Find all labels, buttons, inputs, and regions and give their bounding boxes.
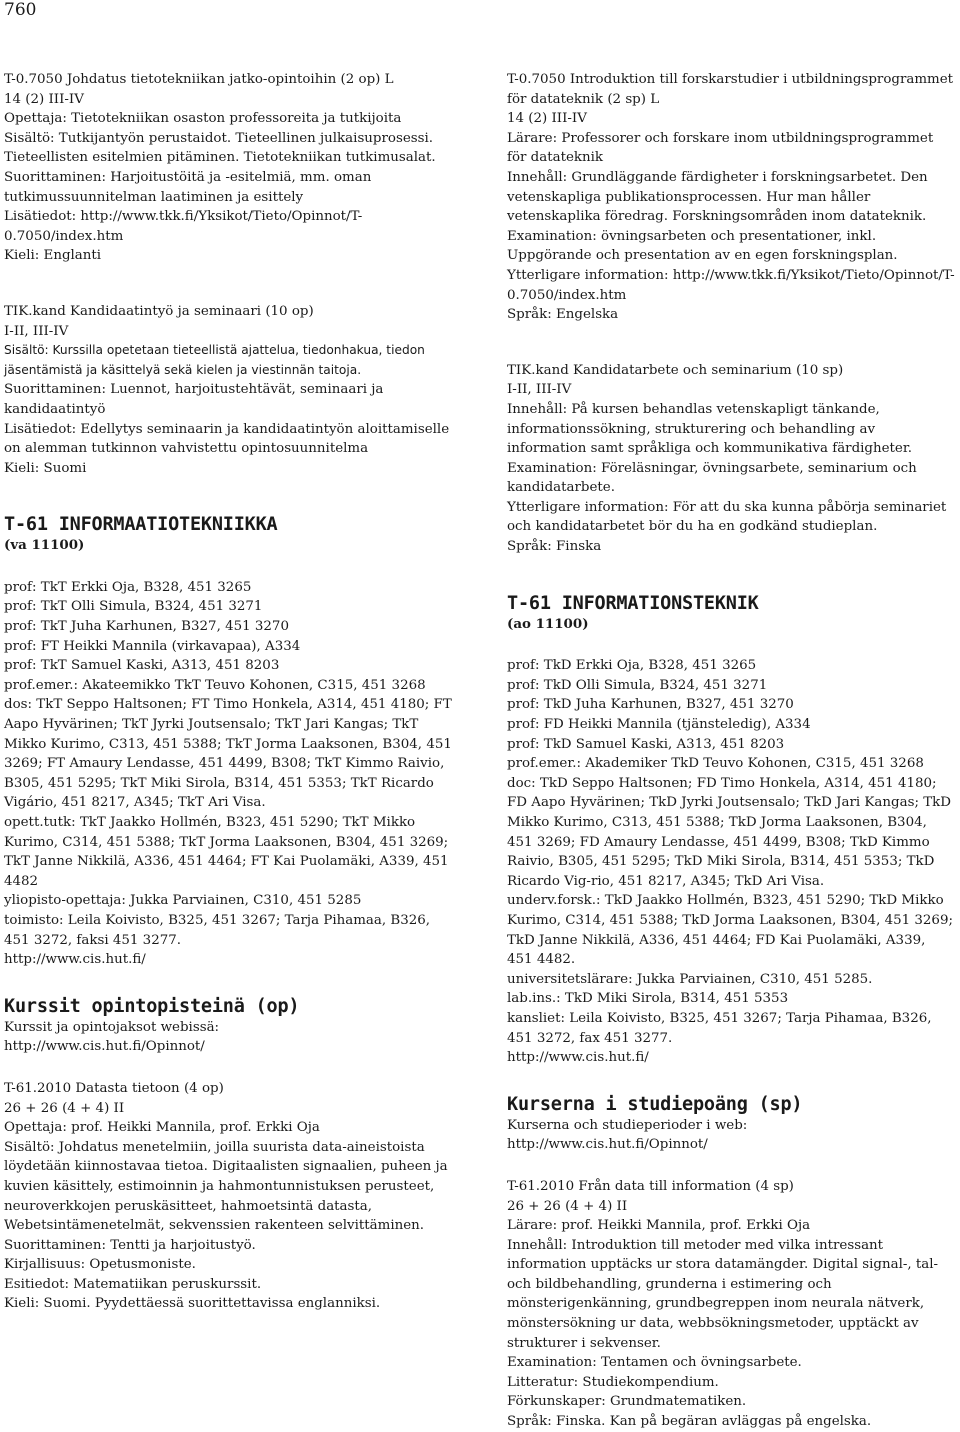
course-credits: (2 sp) L <box>607 91 660 107</box>
course-line: Suorittaminen: Harjoitustöitä ja -esitelmiä, mm. oman tutkimussuunnitelman laatiminen ja esittely <box>4 169 372 205</box>
course-credits: (4 sp) <box>755 1178 794 1194</box>
staff-line: prof: TkD Juha Karhunen, B327, 451 3270 <box>507 697 794 713</box>
staff-line: underv.forsk.: TkD Jaakko Hollmén, B323, 451 5290; TkD Mikko Kurimo, C314, 451 5388; TkD Jorma Laaksonen, B304, 451 3269; TkD Janne Nikkilä, A336, 451 4464; FD Kai Puolamäki, A339, 451 4482. <box>507 893 953 968</box>
course-line: Examination: Föreläsningar, övningsarbete, seminarium och kandidatarbete. <box>507 460 917 496</box>
course-line: Sisältö: Johdatus menetelmiin, joilla suurista data-aineistoista löydetään kiinnostavaa tietoa. Digitaalisten signaalien, puheen ja kuvien käsittely, estimoinnin ja hahmontunnistuksen perusteet, neuroverkkojen peruskäsitteet, hahmoetsintä datasta, Webetsintämenetelmät, sekvenssien rakenteen selvittäminen. <box>4 1139 448 1234</box>
staff-list-fi <box>4 578 452 970</box>
course-line: Innehåll: Introduktion till metoder med vilka intressant information upptäcks ur stora datamängder. Digital signal-, tal- och bildbehandling, grunderna i estimering och mönsterigenkänning, grundbegreppen inom neurala nätverk, mönstersökning ur data, webbsökningsmetoder, upptäckt av strukturer i sekvenser. <box>507 1237 939 1351</box>
course-heading <box>4 302 452 322</box>
course-credits: (10 op) <box>265 303 314 319</box>
course-t0-7050-fi <box>4 70 452 266</box>
course-line: Innehåll: Grundläggande färdigheter i forskningsarbetet. Den vetenskapliga publikationsprocessen. Hur man håller vetenskaplika föredrag. Forskningsområden inom datateknik. <box>507 169 928 225</box>
course-line: Lärare: Professorer och forskare inom utbildningsprogrammet för datateknik <box>507 130 934 166</box>
section-subtitle: (ao 11100) <box>507 615 589 632</box>
course-line: Examination: övningsarbeten och presentationer, inkl. Uppgörande och presentation av en egen forskningsplan. <box>507 228 898 264</box>
course-line: Innehåll: På kursen behandlas vetenskapligt tänkande, informationssökning, strukturering och behandling av information samt språkliga och kommunikativa färdigheter. <box>507 401 913 457</box>
staff-line: prof: TkD Samuel Kaski, A313, 451 8203 <box>507 736 785 752</box>
courses-intro: Kurssit ja opintojaksot webissä: <box>4 1019 220 1035</box>
course-code: T-61.2010 <box>4 1080 72 1096</box>
staff-line: prof.emer.: Akademiker TkD Teuvo Kohonen, C315, 451 3268 <box>507 756 924 772</box>
section-informaatiotekniikka <box>4 514 452 556</box>
staff-line: prof: TkD Erkki Oja, B328, 451 3265 <box>507 658 757 674</box>
course-t61-2010-sv <box>507 1177 955 1432</box>
staff-line: kansliet: Leila Koivisto, B325, 451 3267; Tarja Pihamaa, B326, 451 3272, fax 451 3277. <box>507 1010 932 1046</box>
courses-section-fi <box>4 996 452 1057</box>
staff-line: prof: TkT Erkki Oja, B328, 451 3265 <box>4 579 252 595</box>
staff-line: prof: TkT Samuel Kaski, A313, 451 8203 <box>4 658 280 674</box>
courses-link: http://www.cis.hut.fi/Opinnot/ <box>4 1039 205 1055</box>
staff-line: prof.emer.: Akateemikko TkT Teuvo Kohonen, C315, 451 3268 <box>4 677 426 693</box>
course-line: Examination: Tentamen och övningsarbete. <box>507 1355 802 1371</box>
course-tik-kand-sv <box>507 361 955 557</box>
course-line: Esitiedot: Matematiikan peruskurssit. <box>4 1276 262 1292</box>
staff-line: http://www.cis.hut.fi/ <box>507 1050 649 1066</box>
course-line: I-II, III-IV <box>4 323 69 339</box>
section-informationsteknik <box>507 593 955 635</box>
course-line: Sisältö: Kurssilla opetetaan tieteellistä ajattelua, tiedonhakua, tiedon jäsentämistä ja käsittelyä sekä kielen ja viestinnän taitoja. <box>4 343 425 377</box>
course-title: Från data till information <box>578 1178 751 1194</box>
staff-line: prof: TkD Olli Simula, B324, 451 3271 <box>507 677 768 693</box>
staff-line: prof: FD Heikki Mannila (tjänsteledig), A334 <box>507 717 811 733</box>
staff-line: toimisto: Leila Koivisto, B325, 451 3267; Tarja Pihamaa, B326, 451 3272, faksi 451 3277. <box>4 912 431 948</box>
courses-heading: Kurssit opintopisteinä (op) <box>4 995 300 1017</box>
course-title: Introduktion till forskarstudier i utbildningsprogrammet för datateknik <box>507 72 954 107</box>
course-line: Ytterligare information: http://www.tkk.fi/Yksikot/Tieto/Opinnot/T-0.7050/index.htm <box>507 267 955 303</box>
course-line: 26 + 26 (4 + 4) II <box>4 1100 125 1116</box>
staff-line: prof: FT Heikki Mannila (virkavapaa), A334 <box>4 638 301 654</box>
course-line: Kieli: Englanti <box>4 248 102 264</box>
course-title: Johdatus tietotekniikan jatko-opintoihin <box>66 72 337 87</box>
staff-line: prof: TkT Juha Karhunen, B327, 451 3270 <box>4 619 289 635</box>
courses-section-sv <box>507 1094 955 1155</box>
course-code: TIK.kand <box>4 303 66 319</box>
course-line: Sisältö: Tutkijantyön perustaidot. Tieteellinen julkaisuprosessi. Tieteellisten esitelmien pitäminen. Tietotekniikan tutkimusalat. <box>4 130 436 166</box>
course-line: Språk: Finska <box>507 539 602 555</box>
course-credits: (4 op) <box>183 1080 224 1096</box>
course-line: Kieli: Suomi. Pyydettäessä suorittettavissa englanniksi. <box>4 1296 381 1312</box>
course-t0-7050-sv <box>507 70 955 325</box>
course-line: 14 (2) III-IV <box>4 91 84 107</box>
course-code: TIK.kand <box>507 362 569 378</box>
staff-list-sv <box>507 656 955 1067</box>
course-t61-2010-fi <box>4 1079 452 1314</box>
course-line: Opettaja: Tietotekniikan osaston professoreita ja tutkijoita <box>4 111 402 127</box>
section-title: T-61 INFORMAATIOTEKNIIKKA <box>4 514 278 536</box>
course-code: T-0.7050 <box>4 72 63 87</box>
course-heading <box>507 361 955 381</box>
course-line: Lisätiedot: http://www.tkk.fi/Yksikot/Tieto/Opinnot/T-0.7050/index.htm <box>4 209 363 244</box>
course-line: Förkunskaper: Grundmatematiken. <box>507 1394 747 1410</box>
course-tik-kand-fi <box>4 302 452 478</box>
course-title: Datasta tietoon <box>75 1080 180 1096</box>
staff-line: doc: TkD Seppo Haltsonen; FD Timo Honkela, A314, 451 4180; FD Aapo Hyvärinen; TkD Jyrki Joutsensalo; TkD Jari Kangas; TkD Mikko Kurimo, C313, 451 5388; TkD Jorma Laaksonen, B304, 451 3269; FD Amaury Lendasse, 451 4499, B308; TkD Kimmo Raivio, B305, 451 5295; TkD Miki Sirola, B314, 451 5353; TkD Ricardo Vig-rio, 451 8217, A345; TkD Ari Visa. <box>507 775 952 889</box>
course-line: Lisätiedot: Edellytys seminaarin ja kandidaatintyön aloittamiselle on alemman tutkinnon vahvistettu opintosuunnitelma <box>4 421 450 457</box>
course-line: I-II, III-IV <box>507 382 572 398</box>
course-credits: (10 sp) <box>796 362 844 378</box>
course-heading <box>507 70 955 109</box>
course-line: Ytterligare information: För att du ska kunna påbörja seminariet och kandidatarbetet bör du ha en godkänd studieplan. <box>507 499 947 535</box>
course-line: 26 + 26 (4 + 4) II <box>507 1198 628 1214</box>
left-column <box>4 70 452 1314</box>
course-line: Språk: Engelska <box>507 307 619 323</box>
page-number: 760 <box>4 0 37 20</box>
staff-line: universitetslärare: Jukka Parviainen, C310, 451 5285. <box>507 971 873 987</box>
section-subtitle: (va 11100) <box>4 537 85 554</box>
staff-line: opett.tutk: TkT Jaakko Hollmén, B323, 451 5290; TkT Mikko Kurimo, C314, 451 5388; TkT Jorma Laaksonen, B304, 451 3269; TkT Janne Nikkilä, A336, 451 4464; FT Kai Puolamäki, A339, 451 4482 <box>4 815 449 889</box>
course-credits: (2 op) L <box>340 72 394 87</box>
course-line: Litteratur: Studiekompendium. <box>507 1374 719 1390</box>
course-heading <box>4 1079 452 1099</box>
course-line: Opettaja: prof. Heikki Mannila, prof. Erkki Oja <box>4 1120 320 1136</box>
course-title: Kandidaatintyö ja seminaari <box>70 303 262 319</box>
staff-line: prof: TkT Olli Simula, B324, 451 3271 <box>4 599 263 615</box>
courses-heading: Kurserna i studiepoäng (sp) <box>507 1093 803 1115</box>
course-code: T-61.2010 <box>507 1178 575 1194</box>
staff-line: http://www.cis.hut.fi/ <box>4 952 146 968</box>
course-line: Lärare: prof. Heikki Mannila, prof. Erkki Oja <box>507 1218 811 1234</box>
course-title: Kandidatarbete och seminarium <box>573 362 792 378</box>
course-line: 14 (2) III-IV <box>507 111 587 127</box>
staff-line: dos: TkT Seppo Haltsonen; FT Timo Honkela, A314, 451 4180; FT Aapo Hyvärinen; TkT Jyrki Joutsensalo; TkT Jari Kangas; TkT Mikko Kurimo, C313, 451 5388; TkT Jorma Laaksonen, B304, 451 3269; FT Amaury Lendasse, 451 4499, B308; TkT Kimmo Raivio, B305, 451 5295; TkT Miki Sirola, B314, 451 5353; TkT Ricardo Vigário, 451 8217, A345; TkT Ari Visa. <box>4 697 452 811</box>
right-column <box>507 70 955 1432</box>
course-line: Suorittaminen: Tentti ja harjoitustyö. <box>4 1237 256 1253</box>
staff-line: yliopisto-opettaja: Jukka Parviainen, C310, 451 5285 <box>4 893 362 909</box>
courses-intro: Kurserna och studieperioder i web: <box>507 1117 748 1133</box>
course-line: Kieli: Suomi <box>4 460 87 476</box>
course-heading <box>4 70 452 90</box>
course-line: Suorittaminen: Luennot, harjoitustehtävät, seminaari ja kandidaatintyö <box>4 382 384 417</box>
course-line: Kirjallisuus: Opetusmoniste. <box>4 1257 196 1273</box>
section-title: T-61 INFORMATIONSTEKNIK <box>507 592 759 614</box>
course-heading <box>507 1177 955 1197</box>
staff-line: lab.ins.: TkD Miki Sirola, B314, 451 5353 <box>507 991 789 1007</box>
course-code: T-0.7050 <box>507 72 566 87</box>
courses-link: http://www.cis.hut.fi/Opinnot/ <box>507 1137 708 1153</box>
course-line: Språk: Finska. Kan på begäran avläggas på engelska. <box>507 1414 872 1430</box>
